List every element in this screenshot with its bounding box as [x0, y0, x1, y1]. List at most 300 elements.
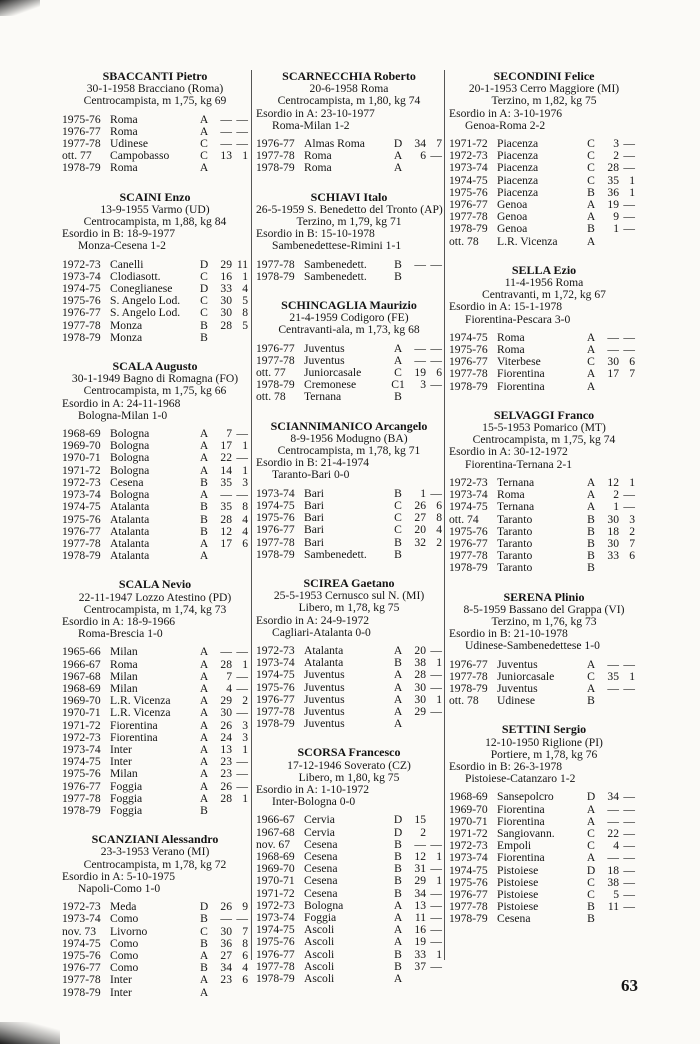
season-goals: — [430, 935, 442, 949]
season-year: 1974-75 [62, 755, 101, 769]
season-team: Roma [110, 658, 138, 671]
season-division: C [394, 366, 402, 380]
season-row [256, 888, 442, 900]
debut-date: Esordio in A: 30-12-1972 [449, 445, 568, 459]
season-year: 1973-74 [256, 486, 295, 500]
season-division: A [199, 681, 209, 695]
player-name: SCIANNIMANICO Arcangelo [270, 418, 428, 433]
season-year: 1977-78 [62, 973, 101, 987]
season-year: 1972-73 [449, 149, 488, 163]
season-appearances: 26 [220, 779, 232, 793]
season-appearances: 26 [414, 498, 426, 512]
season-division: B [200, 318, 208, 332]
season-appearances: 29 [414, 874, 426, 888]
season-appearances: 13 [220, 742, 232, 756]
season-year: 1969-70 [449, 802, 488, 816]
season-appearances [212, 162, 232, 174]
season-division: D [199, 282, 209, 296]
season-row [256, 936, 442, 948]
season-year: 1971-72 [449, 137, 488, 151]
season-appearances [599, 562, 619, 574]
season-appearances: 26 [220, 900, 232, 914]
season-appearances: 30 [220, 294, 232, 308]
season-division: A [199, 767, 209, 781]
season-team: L.R. Vicenza [110, 695, 171, 708]
season-row [449, 562, 639, 574]
season-year: 1976-77 [449, 657, 488, 671]
season-team: Juventus [304, 718, 345, 731]
season-appearances: — [220, 488, 232, 502]
season-row [62, 307, 248, 319]
season-row [62, 659, 248, 671]
season-team: Como [110, 962, 139, 975]
season-team: Genoa [497, 211, 528, 224]
season-appearances: 28 [220, 657, 232, 671]
season-year: 1970-71 [449, 814, 488, 828]
season-appearances: 37 [414, 959, 426, 973]
season-division: A [393, 341, 403, 355]
season-appearances: 12 [220, 524, 232, 538]
player-name: SCARNECCHIA Roberto [282, 69, 416, 83]
season-team: Pistoiese [497, 888, 539, 901]
season-row [62, 707, 248, 719]
season-year: 1976-77 [256, 137, 295, 151]
season-team: Pistoiese [497, 876, 539, 889]
season-goals: 4 [242, 524, 248, 538]
player-bio-line: 17-12-1946 Soverato (CZ) [287, 758, 411, 772]
season-year: 1975-76 [62, 512, 101, 526]
season-team: Juventus [304, 669, 345, 682]
season-year: 1978-79 [62, 985, 101, 999]
season-goals: — [623, 343, 635, 357]
season-appearances: 28 [220, 318, 232, 332]
season-team: Campobasso [110, 150, 170, 163]
season-year: 1977-78 [256, 704, 295, 718]
season-division: A [393, 680, 403, 694]
season-division: C [587, 826, 595, 840]
season-row [62, 514, 248, 526]
player-entry [62, 833, 248, 999]
season-division: C [587, 669, 595, 683]
season-row [449, 381, 639, 393]
column-2 [256, 70, 442, 1001]
season-goals: — [236, 779, 248, 793]
season-appearances: 33 [220, 282, 232, 296]
player-bio-line: 22-11-1947 Lozzo Atestino (PD) [78, 590, 232, 604]
season-goals: 1 [436, 947, 442, 961]
season-goals: 5 [242, 294, 248, 308]
season-row [256, 271, 442, 283]
season-goals: 1 [242, 269, 248, 283]
player-bio-line: Terzino, m 1,79, kg 71 [296, 215, 402, 229]
player-bio-line: Portiere, m 1,78, kg 76 [490, 747, 598, 761]
season-goals: 1 [436, 692, 442, 706]
season-goals: — [623, 851, 635, 865]
player-bio-line: Libero, m 1,80, kg 75 [298, 770, 400, 784]
season-division: C [394, 523, 402, 537]
season-goals: — [236, 755, 248, 769]
season-division: A [586, 657, 596, 671]
season-goals: — [430, 643, 442, 657]
season-appearances: 7 [226, 669, 232, 683]
season-year: 1978-79 [256, 717, 295, 731]
season-year: 1978-79 [449, 912, 488, 926]
season-year: 1975-76 [449, 343, 488, 357]
season-goals: 7 [629, 367, 635, 381]
season-row [256, 259, 442, 271]
season-goals [426, 549, 442, 561]
season-row [449, 223, 639, 235]
season-team: Meda [110, 901, 137, 914]
season-division: A [199, 718, 209, 732]
season-year: nov. 67 [256, 837, 291, 851]
player-bio-line: Centrocampista, m 1,75, kg 66 [83, 384, 227, 398]
player-bio-line: Centrocampista, m 1,74, kg 73 [83, 602, 227, 616]
season-year: 1972-73 [449, 475, 488, 489]
season-team: Sambenedett. [304, 548, 367, 561]
season-team: Bologna [304, 899, 344, 912]
season-team: Atalanta [110, 550, 150, 563]
season-appearances: 17 [220, 439, 232, 453]
season-goals: 6 [242, 949, 248, 962]
season-appearances: — [607, 814, 619, 828]
season-team: Foggia [110, 780, 143, 793]
season-row [449, 175, 639, 187]
debut-date: Esordio in A: 18-9-1966 [62, 614, 176, 628]
season-team: Cesena [497, 913, 531, 926]
season-goals: 8 [242, 306, 248, 320]
season-year: 1974-75 [62, 282, 101, 296]
season-appearances: 4 [226, 681, 232, 695]
season-row [449, 514, 639, 526]
season-team: Roma [497, 331, 525, 344]
season-row [256, 537, 442, 549]
season-appearances: 1 [420, 486, 426, 500]
season-team: Fiorentina [497, 852, 545, 865]
season-goals: — [623, 500, 635, 514]
season-appearances: 16 [220, 269, 232, 283]
season-team: L.R. Vicenza [110, 707, 171, 720]
season-goals [426, 814, 442, 826]
season-appearances: 1 [613, 500, 619, 514]
season-division: B [200, 475, 208, 489]
season-appearances: 30 [220, 306, 232, 320]
season-appearances [406, 162, 426, 174]
season-appearances: 2 [613, 488, 619, 502]
season-year: 1977-78 [449, 549, 488, 563]
season-division: A [393, 898, 403, 912]
season-row [449, 913, 639, 925]
season-division: C [587, 149, 595, 163]
season-year: 1978-79 [449, 222, 488, 236]
season-division: A [586, 681, 596, 695]
season-team: Atalanta [304, 657, 344, 670]
season-team: Bologna [110, 464, 150, 477]
season-row [449, 501, 639, 513]
season-year: 1977-78 [62, 791, 101, 805]
season-year: 1973-74 [256, 656, 295, 670]
debut-date: Esordio in B: 21-10-1978 [449, 627, 568, 641]
season-appearances [406, 718, 426, 730]
season-goals: — [623, 488, 635, 502]
player-bio-line: 8-5-1959 Bassano del Grappa (VI) [463, 602, 625, 616]
season-year: 1973-74 [256, 910, 295, 924]
season-division: A [199, 112, 209, 126]
season-team: Ternana [497, 476, 535, 489]
season-goals [426, 973, 442, 985]
player-bio-line: 8-9-1956 Modugno (BA) [290, 431, 408, 445]
season-goals: — [236, 706, 248, 720]
season-appearances: 19 [607, 198, 619, 212]
season-goals: 4 [242, 282, 248, 296]
season-goals: 7 [242, 924, 248, 938]
player-entry [256, 577, 442, 730]
season-appearances: 13 [414, 898, 426, 912]
season-team: Juventus [304, 342, 345, 355]
player-name: SCIREA Gaetano [303, 575, 395, 590]
season-team: Cesena [304, 838, 338, 851]
season-appearances: — [607, 343, 619, 357]
debut-date: Esordio in A: 1-10-1972 [256, 782, 370, 796]
season-team: Juventus [304, 693, 345, 706]
season-year: 1976-77 [62, 306, 101, 320]
season-division: A [199, 549, 209, 563]
season-team: Atalanta [304, 644, 344, 657]
player-bio-line: Libero, m 1,78, kg 75 [298, 601, 400, 615]
season-goals: — [623, 900, 635, 914]
season-division: C [587, 173, 595, 187]
season-team: Monza [110, 331, 143, 344]
season-division: C [587, 161, 595, 175]
season-year: 1973-74 [62, 269, 101, 283]
season-goals: 1 [436, 656, 442, 670]
season-appearances: 15 [414, 813, 426, 827]
season-year: ott. 78 [256, 390, 286, 404]
season-year: 1977-78 [449, 210, 488, 224]
season-year: 1974-75 [449, 863, 488, 877]
season-team: Piacenza [497, 162, 539, 175]
season-division: B [200, 912, 208, 926]
season-appearances [599, 695, 619, 707]
season-goals [232, 550, 248, 562]
season-goals: — [430, 923, 442, 937]
season-appearances: 33 [607, 549, 619, 563]
season-team: Pistoiese [497, 901, 539, 914]
season-team: Como [110, 937, 139, 950]
season-row [256, 162, 442, 174]
season-team: Sambenedett. [304, 258, 367, 271]
season-team: Milan [110, 682, 138, 695]
player-bio-line: Centrocampista, m 1,88, kg 84 [83, 215, 227, 229]
season-division: A [199, 755, 209, 769]
season-division: A [586, 343, 596, 357]
season-appearances: 20 [414, 643, 426, 657]
season-row [62, 913, 248, 925]
debut-date: Esordio in A: 3-10-1976 [449, 106, 563, 120]
season-division: C [200, 294, 208, 308]
season-division: A [199, 985, 209, 999]
season-year: 1972-73 [62, 257, 101, 271]
season-division: A [199, 742, 209, 756]
season-team: Roma [497, 489, 525, 502]
season-goals: 1 [242, 657, 248, 671]
season-appearances: — [607, 330, 619, 344]
season-division: A [586, 234, 596, 248]
season-appearances: — [607, 851, 619, 865]
season-division: C [587, 355, 595, 369]
season-appearances: 34 [414, 886, 426, 900]
season-team: Piacenza [497, 174, 539, 187]
season-row [62, 987, 248, 999]
season-row [62, 550, 248, 562]
season-division: C [200, 149, 208, 163]
season-appearances: 19 [414, 935, 426, 949]
season-row [62, 720, 248, 732]
season-row [256, 524, 442, 536]
season-team: Roma [304, 162, 332, 175]
season-division: B [394, 837, 402, 851]
season-division: A [199, 427, 209, 441]
season-appearances: 38 [607, 875, 619, 889]
season-year: 1977-78 [62, 318, 101, 332]
season-goals: — [623, 814, 635, 828]
season-team: Empoli [497, 840, 532, 853]
season-division: B [587, 900, 595, 914]
season-division: A [586, 330, 596, 344]
season-appearances: 7 [226, 427, 232, 441]
season-year: ott. 78 [449, 234, 479, 248]
season-team: Como [110, 913, 139, 926]
season-goals: — [236, 427, 248, 441]
season-division: C [200, 306, 208, 320]
season-team: Inter [110, 974, 132, 987]
season-year: 1976-77 [62, 779, 101, 793]
season-year: 1977-78 [449, 367, 488, 381]
season-appearances: 36 [607, 185, 619, 199]
season-appearances [406, 549, 426, 561]
season-goals [426, 391, 442, 403]
player-entry [62, 191, 248, 344]
player-name: SBACCANTI Pietro [102, 69, 208, 83]
season-year: 1966-67 [62, 657, 101, 671]
season-appearances: 38 [414, 656, 426, 670]
season-appearances [599, 381, 619, 393]
season-appearances: — [414, 257, 426, 271]
player-bio-line: 13-9-1955 Varmo (UD) [100, 202, 210, 216]
season-appearances: 34 [414, 137, 426, 151]
season-appearances: — [414, 353, 426, 367]
debut-date: Esordio in B: 21-4-1974 [256, 456, 370, 470]
season-division: B [394, 849, 402, 863]
season-division: A [393, 717, 403, 731]
season-year: 1977-78 [256, 353, 295, 367]
season-year: 1969-70 [256, 862, 295, 876]
season-appearances: 36 [220, 936, 232, 950]
season-team: Bologna [110, 489, 150, 502]
season-division: B [200, 961, 208, 975]
season-goals [426, 162, 442, 174]
season-year: 1978-79 [62, 330, 101, 344]
season-appearances: — [414, 341, 426, 355]
season-division: C [587, 887, 595, 901]
season-goals: 6 [436, 366, 442, 380]
page-number: 63 [621, 976, 638, 995]
season-goals: 1 [242, 742, 248, 756]
season-goals: — [236, 645, 248, 659]
season-appearances: 30 [607, 355, 619, 369]
season-year: 1978-79 [256, 161, 295, 175]
season-goals: — [430, 257, 442, 271]
season-goals: — [430, 837, 442, 851]
season-team: Cesena [304, 850, 338, 863]
player-entry [449, 591, 639, 708]
scan-shadow-top [0, 0, 40, 16]
season-appearances: 13 [220, 149, 232, 163]
season-division: A [586, 367, 596, 381]
season-division: B [587, 524, 595, 538]
player-entry [256, 746, 442, 985]
season-year: 1974-75 [449, 500, 488, 514]
season-division: B [587, 694, 595, 708]
season-appearances: 29 [220, 694, 232, 708]
season-division: A [393, 704, 403, 718]
season-appearances: 24 [220, 730, 232, 744]
season-year: 1965-66 [62, 645, 101, 659]
season-year: 1976-77 [449, 198, 488, 212]
season-year: 1973-74 [449, 851, 488, 865]
season-goals: 7 [436, 137, 442, 151]
player-name: SELLA Ezio [511, 262, 577, 277]
season-division: C [587, 839, 595, 853]
season-team: Ascoli [304, 924, 335, 937]
season-appearances [599, 913, 619, 925]
season-team: Udinese [110, 138, 148, 151]
season-team: Roma [110, 113, 138, 126]
season-division: B [394, 862, 402, 876]
season-division: C [200, 269, 208, 283]
season-year: 1975-76 [449, 875, 488, 889]
season-row [62, 332, 248, 344]
season-division: A [586, 379, 596, 393]
season-year: 1978-79 [256, 269, 295, 283]
season-year: 1972-73 [256, 643, 295, 657]
player-bio-line: Terzino, m 1,82, kg 75 [491, 94, 597, 108]
season-goals: 2 [629, 524, 635, 538]
season-goals: 8 [242, 500, 248, 514]
season-goals: — [623, 887, 635, 901]
player-bio-line: Centrocampista, m 1,78, kg 72 [83, 857, 227, 871]
season-appearances [212, 550, 232, 562]
season-year: 1967-68 [62, 669, 101, 683]
season-goals: — [236, 681, 248, 695]
season-year: 1971-72 [62, 718, 101, 732]
season-goals: 6 [629, 549, 635, 563]
season-year: ott. 77 [62, 149, 92, 163]
season-team: S. Angelo Lod. [110, 295, 181, 308]
season-appearances: — [220, 137, 232, 151]
season-row [62, 501, 248, 513]
season-team: Bari [304, 524, 324, 537]
season-row [256, 549, 442, 561]
season-division: B [200, 524, 208, 538]
season-year: 1976-77 [62, 524, 101, 538]
season-appearances: 26 [220, 718, 232, 732]
player-name: SELVAGGI Franco [493, 407, 595, 422]
season-division: A [393, 935, 403, 949]
player-bio-line: 30-1-1949 Bagno di Romagna (FO) [71, 372, 239, 386]
season-team: Juventus [304, 354, 345, 367]
season-team: Ascoli [304, 973, 335, 985]
